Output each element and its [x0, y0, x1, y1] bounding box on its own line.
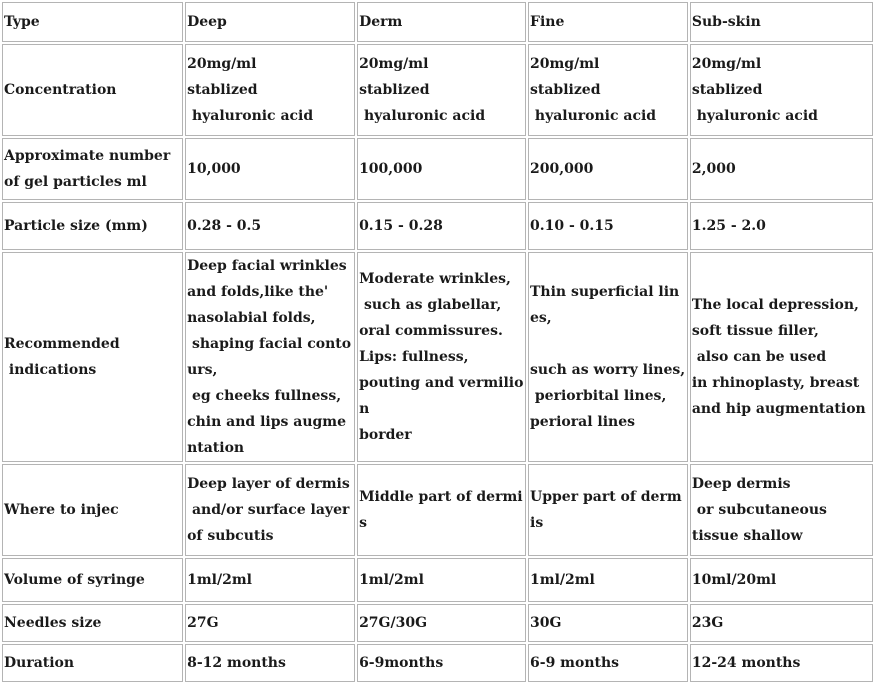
row-label: Recommended indications: [2, 252, 183, 462]
table-cell: 20mg/ml stablized hyaluronic acid: [357, 44, 526, 136]
row-label: Concentration: [2, 44, 183, 136]
table-cell: Thin superficial lines, such as worry lines, periorbital lines, perioral lines: [528, 252, 688, 462]
row-label: Duration: [2, 644, 183, 682]
table-cell: 1ml/2ml: [357, 558, 526, 602]
row-label: Where to injec: [2, 464, 183, 556]
table-row-particle-size: [2, 202, 873, 250]
table-cell: 20mg/ml stablized hyaluronic acid: [528, 44, 688, 136]
table-cell: Middle part of dermis: [357, 464, 526, 556]
table-cell: 10,000: [185, 138, 355, 200]
table-header-row: [2, 2, 873, 42]
table-row-syringe-volume: [2, 558, 873, 602]
row-label: Approximate number of gel particles ml: [2, 138, 183, 200]
table-cell: 100,000: [357, 138, 526, 200]
table-cell: 0.15 - 0.28: [357, 202, 526, 250]
table-cell: 10ml/20ml: [690, 558, 873, 602]
table-cell: 20mg/ml stablized hyaluronic acid: [690, 44, 873, 136]
table-cell: Deep layer of dermis and/or surface layer of subcutis: [185, 464, 355, 556]
table-cell: 6-9months: [357, 644, 526, 682]
table-cell: 1ml/2ml: [185, 558, 355, 602]
table-cell: 27G/30G: [357, 604, 526, 642]
table-cell: Moderate wrinkles, such as glabellar, oral commissures. Lips: fullness, pouting and vermilion border: [357, 252, 526, 462]
table-cell: Deep dermis or subcutaneous tissue shallow: [690, 464, 873, 556]
table-row-concentration: [2, 44, 873, 136]
row-label: Particle size (mm): [2, 202, 183, 250]
table-cell: 8-12 months: [185, 644, 355, 682]
table-row-needle-size: [2, 604, 873, 642]
table-cell: 20mg/ml stablized hyaluronic acid: [185, 44, 355, 136]
table-cell: Deep facial wrinkles and folds,like the' nasolabial folds, shaping facial contours, eg cheeks fullness, chin and lips augmentation: [185, 252, 355, 462]
table-cell: 0.28 - 0.5: [185, 202, 355, 250]
header-sub-skin: Sub-skin: [690, 2, 873, 42]
table-cell: 27G: [185, 604, 355, 642]
table-cell: Upper part of dermis: [528, 464, 688, 556]
table-cell: 23G: [690, 604, 873, 642]
table-cell: 0.10 - 0.15: [528, 202, 688, 250]
table-cell: 1ml/2ml: [528, 558, 688, 602]
row-label: Needles size: [2, 604, 183, 642]
table-cell: 200,000: [528, 138, 688, 200]
table-cell: 1.25 - 2.0: [690, 202, 873, 250]
header-deep: Deep: [185, 2, 355, 42]
header-fine: Fine: [528, 2, 688, 42]
header-derm: Derm: [357, 2, 526, 42]
row-label: Volume of syringe: [2, 558, 183, 602]
table-cell: 2,000: [690, 138, 873, 200]
table-row-gel-particles: [2, 138, 873, 200]
table-cell: 30G: [528, 604, 688, 642]
table-row-duration: [2, 644, 873, 682]
header-type: Type: [2, 2, 183, 42]
table-cell: 12-24 months: [690, 644, 873, 682]
table-cell: 6-9 months: [528, 644, 688, 682]
table-row-indications: [2, 252, 873, 462]
table-cell: The local depression, soft tissue filler, also can be used in rhinoplasty, breast and hip augmentation: [690, 252, 873, 462]
table-row-injection-site: [2, 464, 873, 556]
